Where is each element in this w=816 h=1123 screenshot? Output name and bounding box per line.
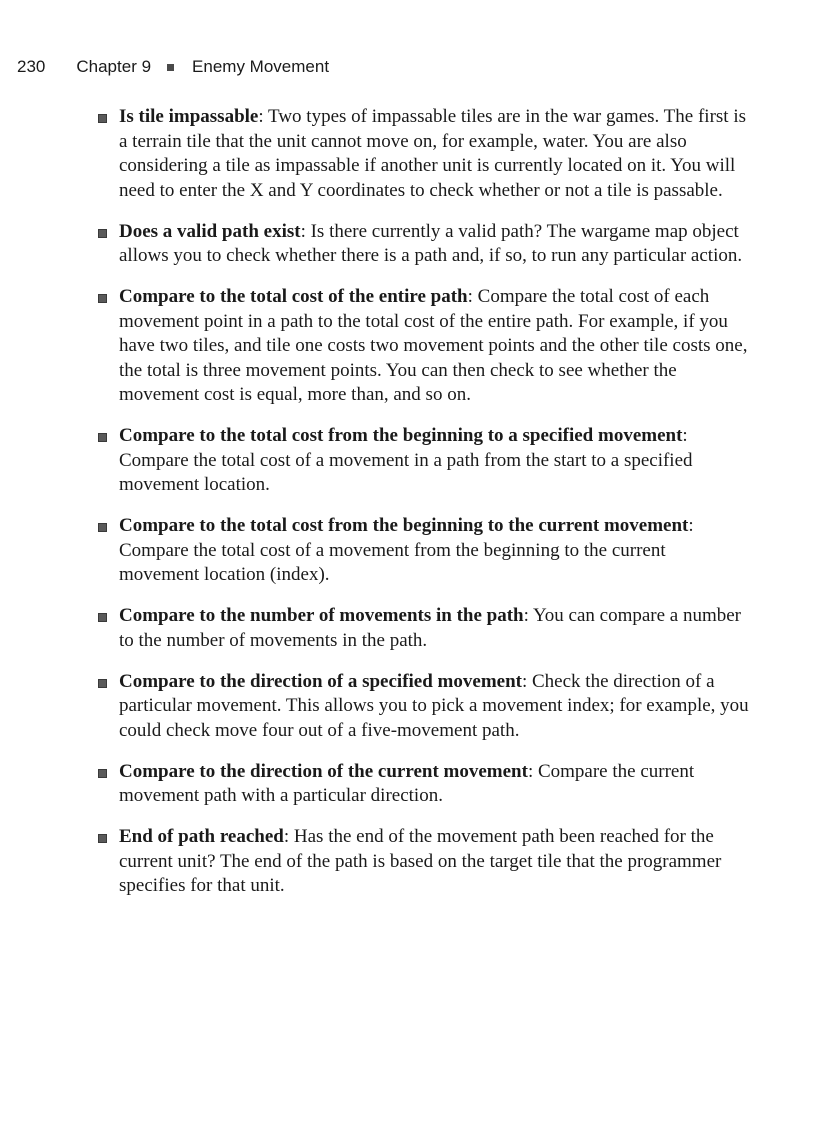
item-term: Is tile impassable [119, 106, 259, 127]
list-item [98, 604, 750, 653]
item-term: End of path reached [119, 826, 284, 847]
item-text: : Compare the total cost of a movement from the beginning to the current movement location (index). [119, 515, 694, 585]
item-text: : Two types of impassable tiles are in the war games. The first is a terrain tile that the unit cannot move on, for example, water. You are also considering a tile as impassable if another unit is currently located on it. You will need to enter the X and Y coordinates to check whether or not a tile is passable. [119, 106, 746, 201]
bullet-list [98, 105, 750, 915]
item-text: : You can compare a number to the number of movements in the path. [119, 605, 742, 651]
square-bullet-icon [98, 834, 107, 843]
square-bullet-icon [98, 769, 107, 778]
item-text: : Has the end of the movement path been reached for the current unit? The end of the path is based on the target tile that the programmer specifies for that unit. [119, 826, 722, 896]
item-text: : Compare the total cost of a movement in a path from the start to a specified movement location. [119, 425, 693, 495]
item-term: Compare to the direction of the current movement [119, 760, 528, 782]
square-bullet-icon [98, 679, 107, 688]
item-text: : Compare the current movement path with a particular direction. [119, 760, 695, 806]
list-item [98, 514, 750, 588]
square-bullet-icon [98, 229, 107, 238]
item-term: Compare to the number of movements in the path [119, 605, 524, 626]
item-term: Compare to the direction of a specified movement [119, 670, 522, 692]
square-bullet-icon [98, 523, 107, 532]
chapter-label: Chapter 9 [76, 57, 152, 76]
square-bullet-icon [98, 613, 107, 622]
list-item [98, 670, 750, 744]
square-bullet-icon [98, 433, 107, 442]
list-item [98, 220, 750, 269]
item-term: Compare to the total cost from the beginning to a specified movement [119, 425, 683, 446]
item-term: Does a valid path exist [119, 220, 301, 242]
list-item [98, 760, 750, 809]
list-item [98, 825, 750, 899]
running-head [17, 56, 329, 78]
item-text: : Is there currently a valid path? The wargame map object allows you to check whether there is a path and, if so, to run any particular action. [119, 220, 743, 266]
section-title: Enemy Movement [192, 57, 330, 76]
item-text: : Check the direction of a particular movement. This allows you to pick a movement index; for example, you could check move four out of a five-movement path. [119, 670, 749, 741]
item-term: Compare to the total cost of the entire path [119, 286, 468, 307]
item-text: : Compare the total cost of each movement point in a path to the total cost of the entire path. For example, if you have two tiles, and tile one costs two movement points and the other tile costs one, the total is three movement points. You can then check to see whether the movement cost is equal, more than, and so on. [119, 286, 748, 405]
square-bullet-icon [98, 294, 107, 303]
list-item [98, 424, 750, 498]
page-number: 230 [17, 57, 46, 76]
list-item [98, 285, 750, 408]
square-separator-icon [167, 64, 174, 71]
list-item [98, 105, 750, 203]
item-term: Compare to the total cost from the beginning to the current movement [119, 515, 689, 536]
square-bullet-icon [98, 114, 107, 123]
